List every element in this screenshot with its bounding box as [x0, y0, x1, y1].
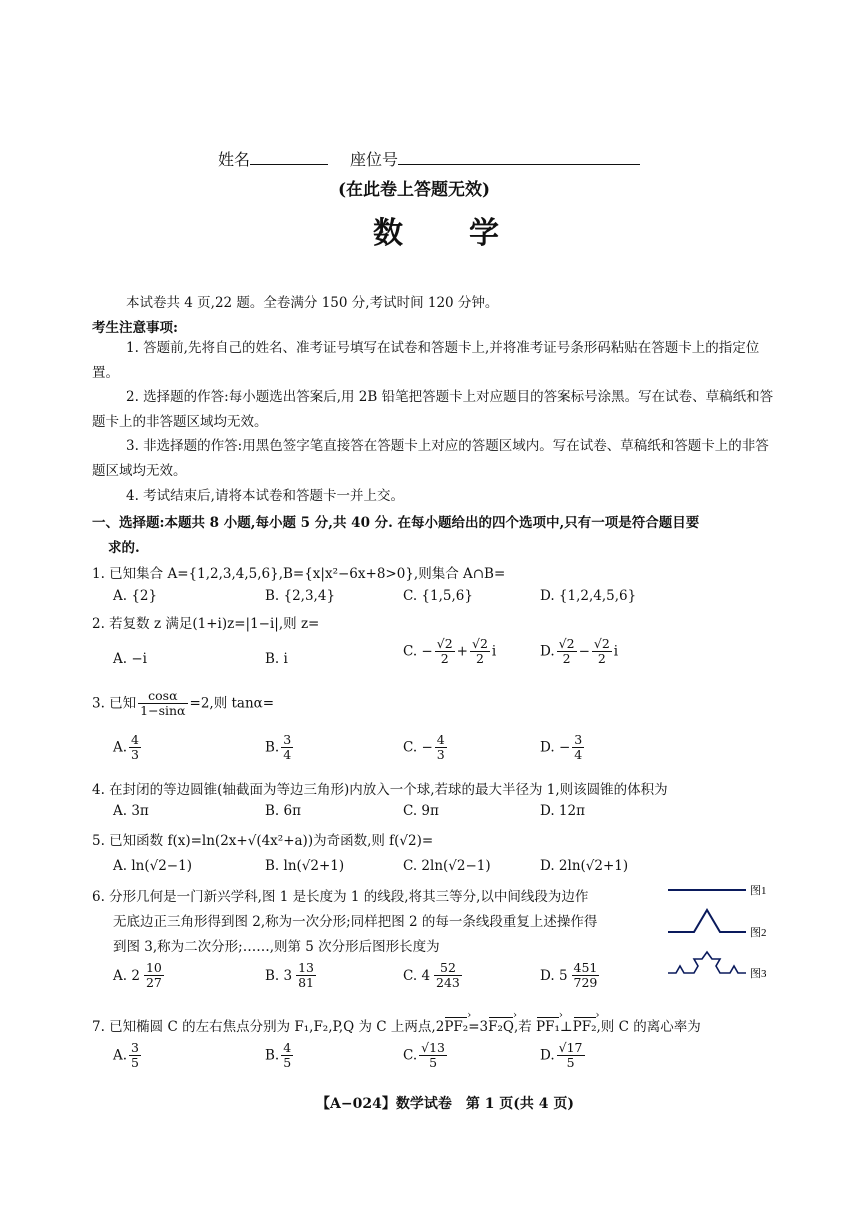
section-heading-cont: 求的.	[108, 540, 140, 556]
q2-option-c: C. − $\frac{√2}{2}$ + $\frac{√2}{2}$ i	[403, 636, 497, 667]
q5-option-a: A. ln(√2−1)	[113, 858, 192, 874]
subject-title: 数 学	[373, 216, 501, 251]
q6-stem-line3: 到图 3,称为二次分形;……,则第 5 次分形后图形长度为	[113, 939, 440, 955]
intro-text: 本试卷共 4 页,22 题。全卷满分 150 分,考试时间 120 分钟。	[126, 295, 499, 311]
q5-option-d: D. 2ln(√2+1)	[540, 858, 629, 874]
q5-stem: 5. 已知函数 f(x)=ln(2x+√(4x²+a))为奇函数,则 f(√2)=	[92, 833, 434, 849]
q3-option-c: C. − $\frac{4}{3}$	[403, 732, 445, 763]
fig2-polyline	[668, 910, 746, 932]
q6-option-c: C. 4 $\frac{52}{243}$	[403, 960, 460, 991]
note-4: 4. 考试结束后,请将本试卷和答题卡一并上交。	[126, 488, 404, 504]
q1-option-c: C. {1,5,6}	[403, 588, 473, 604]
q2-option-a: A. −i	[113, 651, 147, 667]
q1-option-a: A. {2}	[113, 588, 158, 604]
seat-blank	[398, 150, 640, 165]
q1-option-d: D. {1,2,4,5,6}	[540, 588, 637, 604]
q2-option-b: B. i	[265, 651, 288, 667]
q4-option-a: A. 3π	[113, 803, 149, 819]
q3-option-a: A. $\frac{4}{3}$	[113, 732, 139, 763]
note-1: 1. 答题前,先将自己的姓名、准考证号填写在试卷和答题卡上,并将准考证号条形码粘贴在答题卡上的指定位置。	[92, 340, 760, 381]
q6-stem-line2: 无底边正三角形得到图 2,称为一次分形;同样把图 2 的每一条线段重复上述操作得	[113, 914, 598, 930]
q3-option-b: B. $\frac{3}{4}$	[265, 732, 292, 763]
seat-label: 座位号	[350, 150, 399, 169]
q5-option-c: C. 2ln(√2−1)	[403, 858, 491, 874]
notes-title: 考生注意事项:	[92, 320, 178, 336]
q2-stem: 2. 若复数 z 满足(1+i)z=|1−i|,则 z=	[92, 616, 320, 632]
fig3-polyline	[668, 952, 746, 973]
q6-stem-line1: 6. 分形几何是一门新兴学科,图 1 是长度为 1 的线段,将其三等分,以中间线段为边作	[92, 889, 589, 905]
q4-option-d: D. 12π	[540, 803, 585, 819]
q1-option-b: B. {2,3,4}	[265, 588, 336, 604]
q3-stem: 3. 已知 $\frac{\cos\alpha}{1-\sin\alpha}$ =2,则 tanα=	[92, 688, 275, 719]
fig2-label: 图2	[750, 927, 767, 939]
q7-option-b: B. $\frac{4}{5}$	[265, 1040, 292, 1071]
q7-option-d: D. $\frac{√17}{5}$	[540, 1040, 583, 1071]
q4-option-c: C. 9π	[403, 803, 439, 819]
invalid-warning: (在此卷上答题无效)	[338, 180, 491, 200]
page-footer: 【A−024】数学试卷 第 1 页(共 4 页)	[316, 1096, 575, 1112]
q7-option-c: C. $\frac{√13}{5}$	[403, 1040, 446, 1071]
q6-option-a: A. 2 $\frac{10}{27}$	[113, 960, 162, 991]
name-blank	[250, 150, 328, 165]
note-3: 3. 非选择题的作答:用黑色签字笔直接答在答题卡上对应的答题区域内。写在试卷、草稿纸和答题卡上的非答题区域均无效。	[92, 438, 769, 479]
q6-option-b: B. 3 $\frac{13}{81}$	[265, 960, 315, 991]
name-label: 姓名	[218, 150, 251, 169]
q5-option-b: B. ln(√2+1)	[265, 858, 345, 874]
q7-option-a: A. $\frac{3}{5}$	[113, 1040, 139, 1071]
q1-stem: 1. 已知集合 A={1,2,3,4,5,6},B={x|x²−6x+8>0},则集合 A∩B=	[92, 566, 506, 582]
fig1-label: 图1	[750, 885, 767, 897]
fig3-label: 图3	[750, 968, 767, 980]
q2-option-d: D. $\frac{√2}{2}$ − $\frac{√2}{2}$ i	[540, 636, 619, 667]
section-heading: 一、选择题:本题共 8 小题,每小题 5 分,共 40 分. 在每小题给出的四个选项中,只有一项是符合题目要	[92, 515, 700, 531]
q7-stem: 7. 已知椭圆 C 的左右焦点分别为 F₁,F₂,P,Q 为 C 上两点,2PF₂ ›=3F₂Q ›,若 PF₁ ›⊥PF₂ ›,则 C 的离心率为	[92, 1015, 701, 1035]
q6-option-d: D. 5 $\frac{451}{729}$	[540, 960, 598, 991]
name-field	[218, 147, 328, 170]
q4-option-b: B. 6π	[265, 803, 301, 819]
seat-field	[350, 147, 640, 170]
fractal-figures	[664, 880, 784, 985]
q3-option-d: D. − $\frac{3}{4}$	[540, 732, 583, 763]
q4-stem: 4. 在封闭的等边圆锥(轴截面为等边三角形)内放入一个球,若球的最大半径为 1,则该圆锥的体积为	[92, 782, 668, 798]
note-2: 2. 选择题的作答:每小题选出答案后,用 2B 铅笔把答题卡上对应题目的答案标号涂黑。写在试卷、草稿纸和答题卡上的非答题区域均无效。	[92, 389, 774, 430]
